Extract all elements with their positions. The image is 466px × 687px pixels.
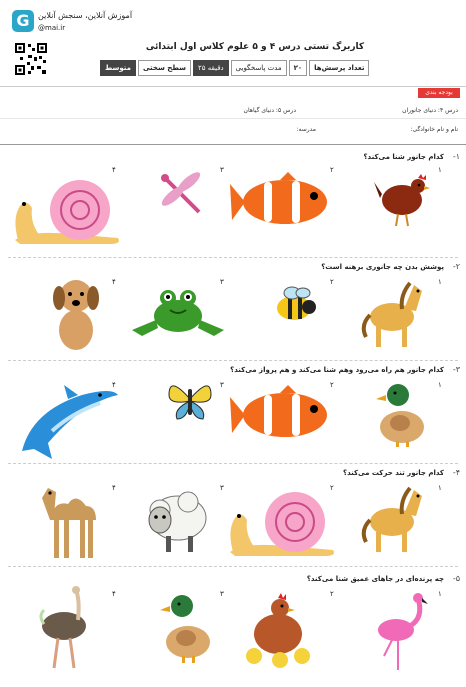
option-number: ۲ (330, 484, 334, 492)
question-text: کدام جانور هم راه می‌رود وهم شنا می‌کند و هم پرواز می‌کند؟ (230, 366, 444, 374)
school-label: مدرسه: (296, 126, 316, 133)
question-number: -۳ (452, 365, 460, 374)
question-divider (8, 360, 458, 361)
butterfly-icon (165, 375, 215, 423)
option-number: ۴ (112, 166, 116, 174)
question-count-label: تعداد پرسش‌ها (309, 60, 369, 76)
option-number: ۱ (438, 166, 442, 174)
horse-icon (360, 480, 430, 555)
duration-label: مدت پاسخگویی (231, 60, 287, 76)
duck-icon (158, 586, 216, 666)
question-2 (0, 260, 466, 365)
option-number: ۳ (220, 166, 224, 174)
option-number: ۴ (112, 278, 116, 286)
snail-icon (225, 490, 340, 560)
question-5 (0, 572, 466, 687)
option-number: ۴ (112, 590, 116, 598)
difficulty-label: سطح سختی (138, 60, 191, 76)
hen-icon (372, 168, 434, 230)
option-number: ۳ (220, 381, 224, 389)
duck-icon (372, 375, 432, 450)
difficulty-value: متوسط (100, 60, 136, 76)
option-number: ۴ (112, 381, 116, 389)
flamingo-icon (370, 590, 430, 672)
lesson-4-label: درس ۴: دنیای جانوران (402, 107, 458, 114)
question-divider (8, 463, 458, 464)
question-number: -۲ (452, 262, 460, 271)
option-number: ۱ (438, 484, 442, 492)
question-text: کدام جانور تند حرکت می‌کند؟ (343, 469, 444, 477)
questions-top-divider (0, 144, 466, 145)
option-number: ۲ (330, 590, 334, 598)
header-divider (0, 86, 466, 87)
lesson-5-label: درس ۵: دنیای گیاهان (243, 107, 296, 114)
question-divider (8, 566, 458, 567)
question-text: پوشش بدن چه جانوری برهنه است؟ (321, 263, 444, 271)
dolphin-icon (12, 381, 122, 461)
clownfish-icon (230, 385, 340, 445)
qr-code (14, 42, 48, 76)
dog-icon (45, 272, 107, 354)
site-logo: G (12, 10, 34, 32)
question-4 (0, 466, 466, 571)
option-number: ۱ (438, 381, 442, 389)
snail-icon (10, 178, 125, 248)
option-number: ۳ (220, 278, 224, 286)
camel-icon (38, 480, 106, 562)
horse-icon (360, 275, 430, 350)
duration-value: ۲۵ دقیقه (193, 60, 229, 76)
question-3 (0, 363, 466, 468)
option-number: ۳ (220, 484, 224, 492)
lesson-divider (0, 118, 466, 119)
option-number: ۴ (112, 484, 116, 492)
question-number: -۴ (452, 468, 460, 477)
question-number: -۱ (452, 152, 460, 161)
sheep-icon (140, 482, 210, 554)
site-address: @mai.ir (38, 24, 66, 32)
ostrich-icon (30, 586, 100, 671)
question-text: کدام جانور شنا می‌کند؟ (363, 153, 444, 161)
budget-badge: بودجه بندی (418, 88, 460, 98)
question-text: چه پرنده‌ای در جاهای عمیق شنا می‌کند؟ (306, 575, 444, 583)
hen-with-chicks-icon (240, 592, 316, 672)
option-number: ۲ (330, 166, 334, 174)
question-count-value: ۲۰ (289, 60, 308, 76)
clownfish-icon (230, 172, 340, 232)
frog-icon (128, 282, 228, 342)
question-divider (8, 257, 458, 258)
option-number: ۱ (438, 278, 442, 286)
worksheet-title: کاربرگ تستی درس ۴ و ۵ علوم کلاس اول ابتدائی (145, 42, 365, 52)
dragonfly-icon (155, 168, 210, 218)
student-name-label: نام و نام خانوادگی: (410, 126, 458, 133)
option-number: ۳ (220, 590, 224, 598)
question-number: -۵ (452, 574, 460, 583)
site-brand: آموزش آنلاین، سنجش آنلاین (38, 11, 133, 20)
info-boxes (100, 60, 369, 76)
option-number: ۲ (330, 278, 334, 286)
question-1 (0, 150, 466, 260)
bee-icon (270, 282, 320, 326)
worksheet-header (0, 0, 466, 88)
option-number: ۱ (438, 590, 442, 598)
option-number: ۲ (330, 381, 334, 389)
